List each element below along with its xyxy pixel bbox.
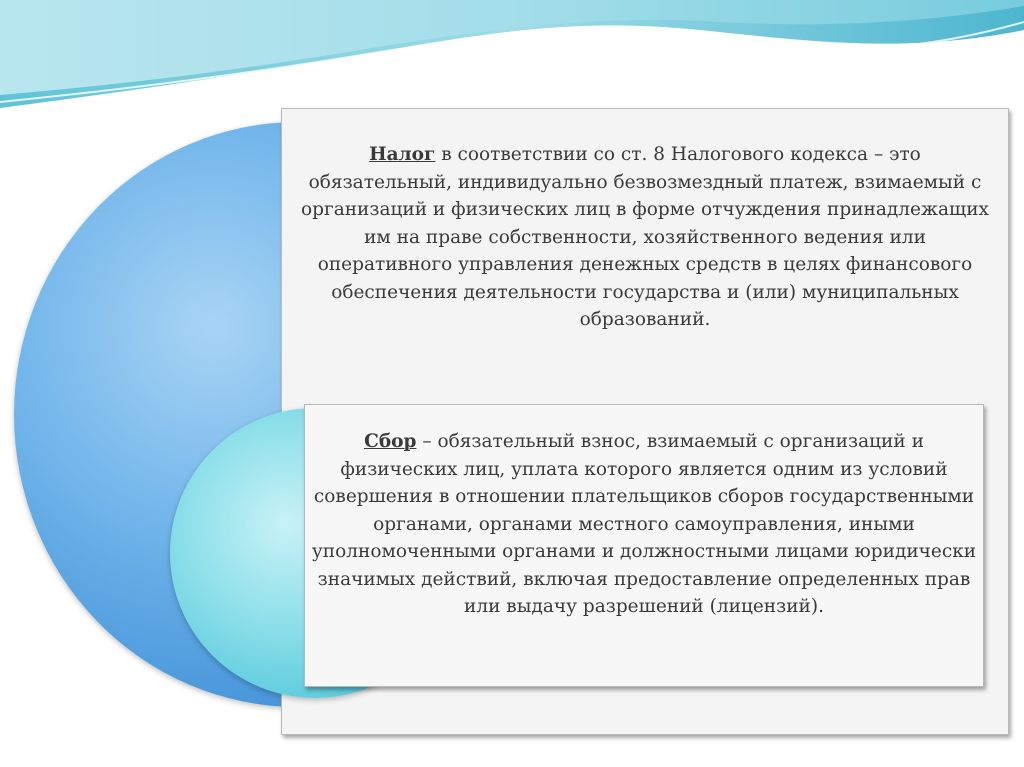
tax-term: Налог xyxy=(369,144,436,165)
tax-definition-body: в соответствии со ст. 8 Налогового кодекса – это обязательный, индивидуально безвозмездный платеж, взимаемый с организаций и физических лиц в форме отчуждения принадлежащих им на праве собственности, хозяйственного ведения или оперативного управления денежных средств в целях финансового обеспечения деятельности государства и (или) муниципальных образований. xyxy=(301,144,989,330)
fee-definition-text xyxy=(310,428,978,621)
fee-term: Сбор xyxy=(364,431,417,452)
tax-definition-text xyxy=(300,141,990,334)
fee-definition-body: – обязательный взнос, взимаемый с организаций и физических лиц, уплата которого является одним из условий совершения в отношении плательщиков сборов государственными органами, органами местного самоуправления, иными уполномоченными органами и должностными лицами юридически значимых действий, включая предоставление определенных прав или выдачу разрешений (лицензий). xyxy=(311,431,977,617)
wave-decoration xyxy=(0,0,1024,120)
